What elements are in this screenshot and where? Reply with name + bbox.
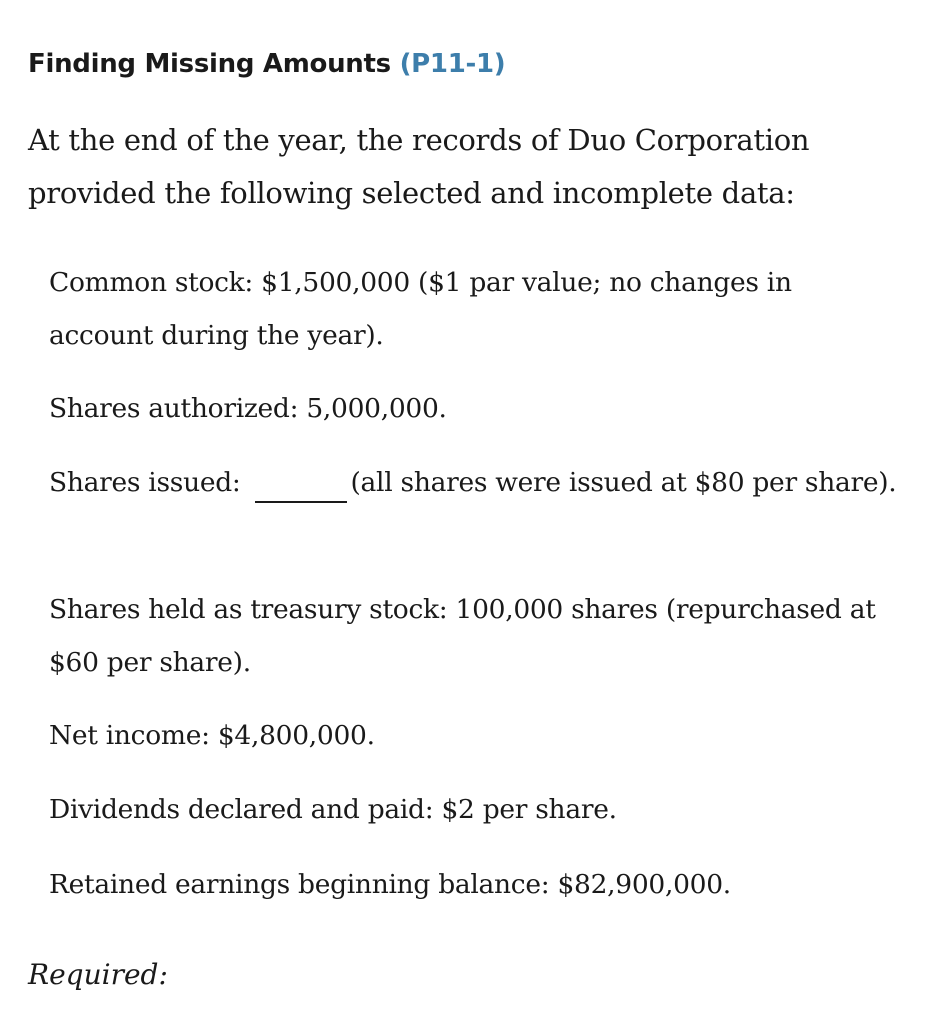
problem-reference: (P11-1) (399, 49, 506, 79)
retained-earnings-item: Retained earnings beginning balance: $82,900,000. (49, 869, 731, 900)
shares-issued-blank (255, 475, 347, 503)
treasury-stock-item: Shares held as treasury stock: 100,000 shares (repurchased at $60 per share). (49, 594, 876, 678)
shares-authorized-item: Shares authorized: 5,000,000. (49, 393, 447, 424)
problem-heading (28, 44, 505, 84)
net-income-item: Net income: $4,800,000. (49, 720, 375, 751)
shares-issued-item (49, 456, 899, 509)
required-heading: Required: (28, 958, 168, 991)
shares-issued-label: Shares issued: (49, 467, 241, 498)
heading-title: Finding Missing Amounts (28, 49, 391, 79)
common-stock-item: Common stock: $1,500,000 ($1 par value; no changes in account during the year). (49, 267, 792, 351)
intro-paragraph: At the end of the year, the records of Duo Corporation provided the following selected and incomplete data: (28, 123, 810, 210)
dividends-item: Dividends declared and paid: $2 per share. (49, 794, 617, 825)
shares-issued-note: (all shares were issued at $80 per share). (350, 467, 897, 498)
